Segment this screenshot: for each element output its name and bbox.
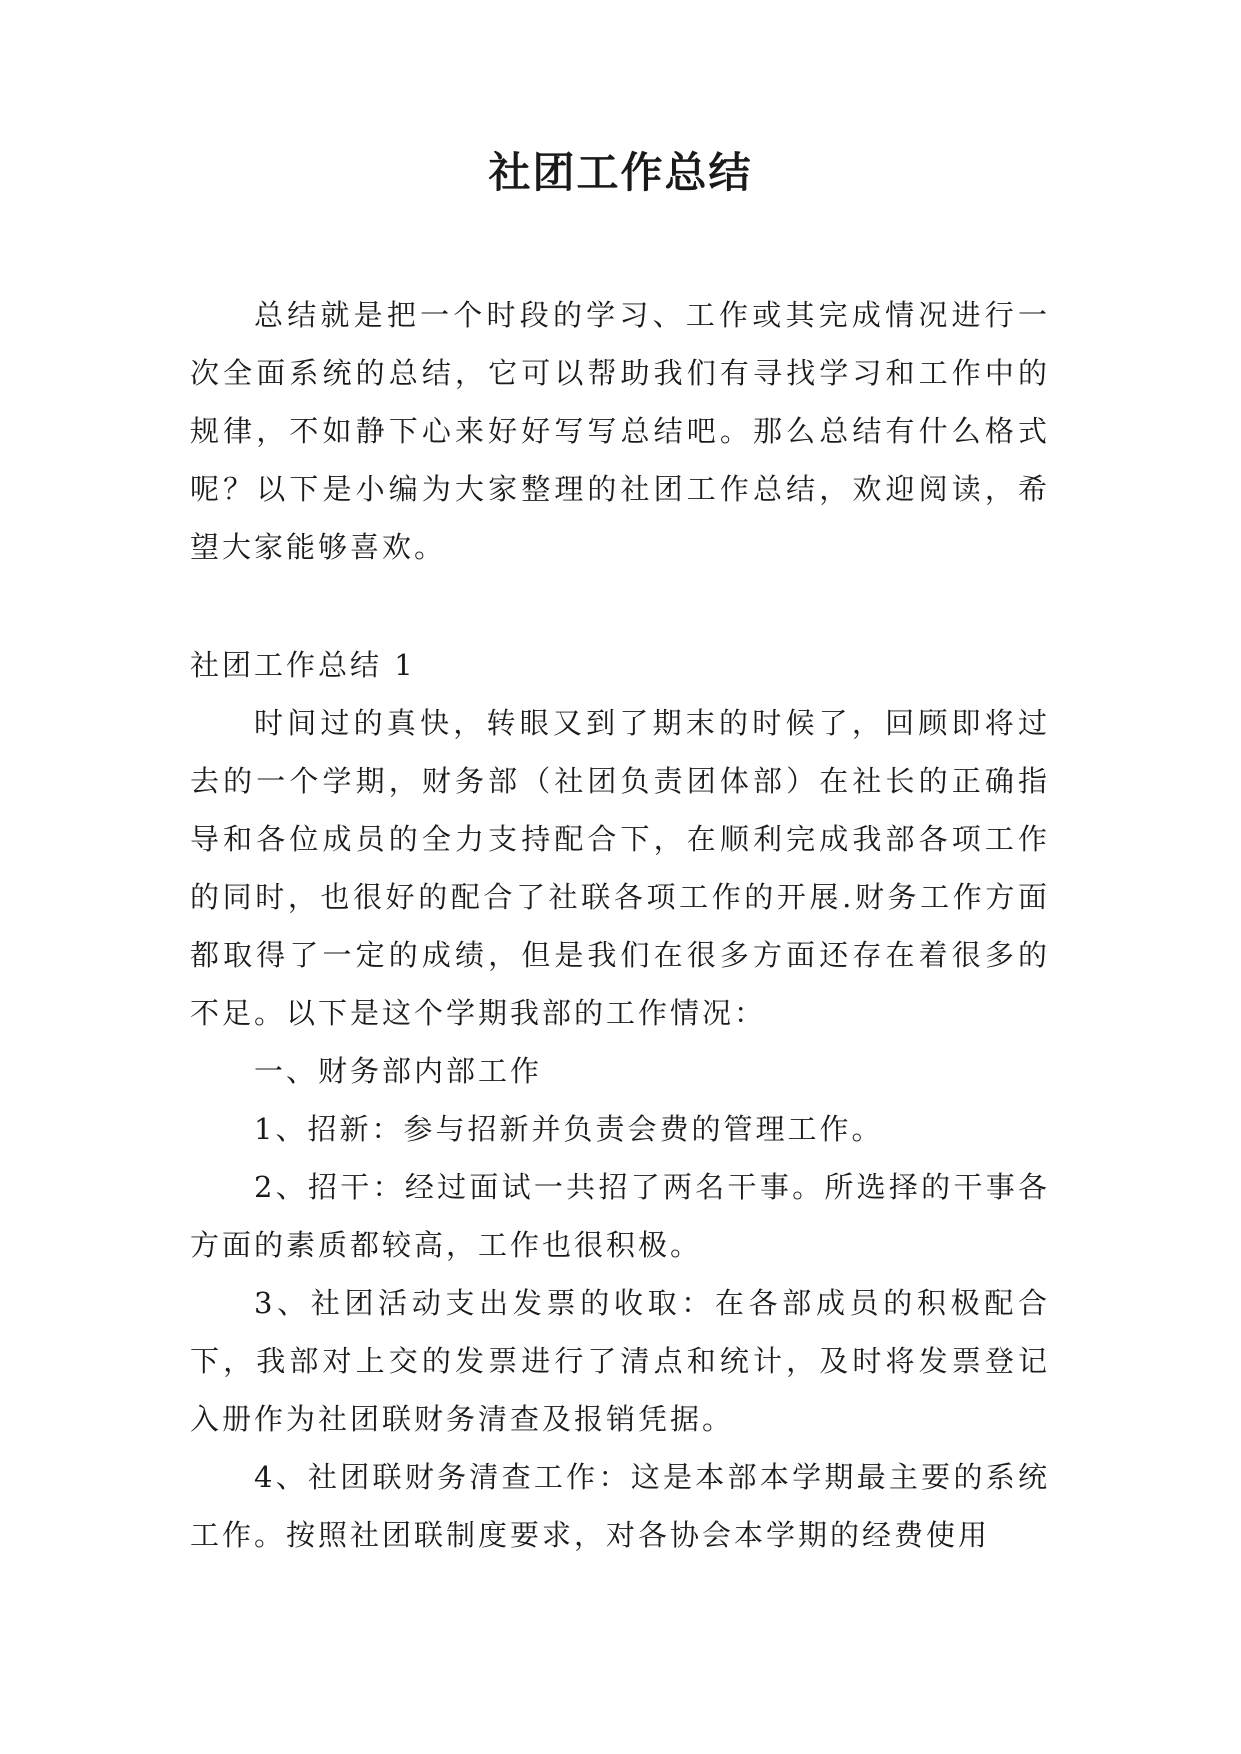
paragraph: 1、招新：参与招新并负责会费的管理工作。 (254, 1112, 884, 1146)
content-block (190, 636, 1050, 1564)
section-heading: 社团工作总结 1 (190, 648, 416, 682)
intro-paragraph: 总结就是把一个时段的学习、工作或其完成情况进行一次全面系统的总结，它可以帮助我们有寻找学习和工作中的规律，不如静下心来好好写写总结吧。那么总结有什么格式呢？以下是小编为大家整理的社团工作总结，欢迎阅读，希望大家能够喜欢。 (190, 298, 1050, 564)
paragraph: 4、社团联财务清查工作：这是本部本学期最主要的系统工作。按照社团联制度要求，对各协会本学期的经费使用 (190, 1460, 1050, 1552)
paragraph: 3、社团活动支出发票的收取：在各部成员的积极配合下，我部对上交的发票进行了清点和统计，及时将发票登记入册作为社团联财务清查及报销凭据。 (190, 1286, 1050, 1436)
document-title: 社团工作总结 (488, 148, 753, 197)
intro-block (190, 286, 1050, 576)
paragraph: 一、财务部内部工作 (254, 1054, 543, 1088)
paragraph: 时间过的真快，转眼又到了期末的时候了，回顾即将过去的一个学期，财务部（社团负责团体部）在社长的正确指导和各位成员的全力支持配合下，在顺利完成我部各项工作的同时，也很好的配合了社联各项工作的开展.财务工作方面都取得了一定的成绩，但是我们在很多方面还存在着很多的不足。以下是这个学期我部的工作情况： (190, 706, 1050, 1030)
paragraph: 2、招干：经过面试一共招了两名干事。所选择的干事各方面的素质都较高，工作也很积极。 (190, 1170, 1050, 1262)
